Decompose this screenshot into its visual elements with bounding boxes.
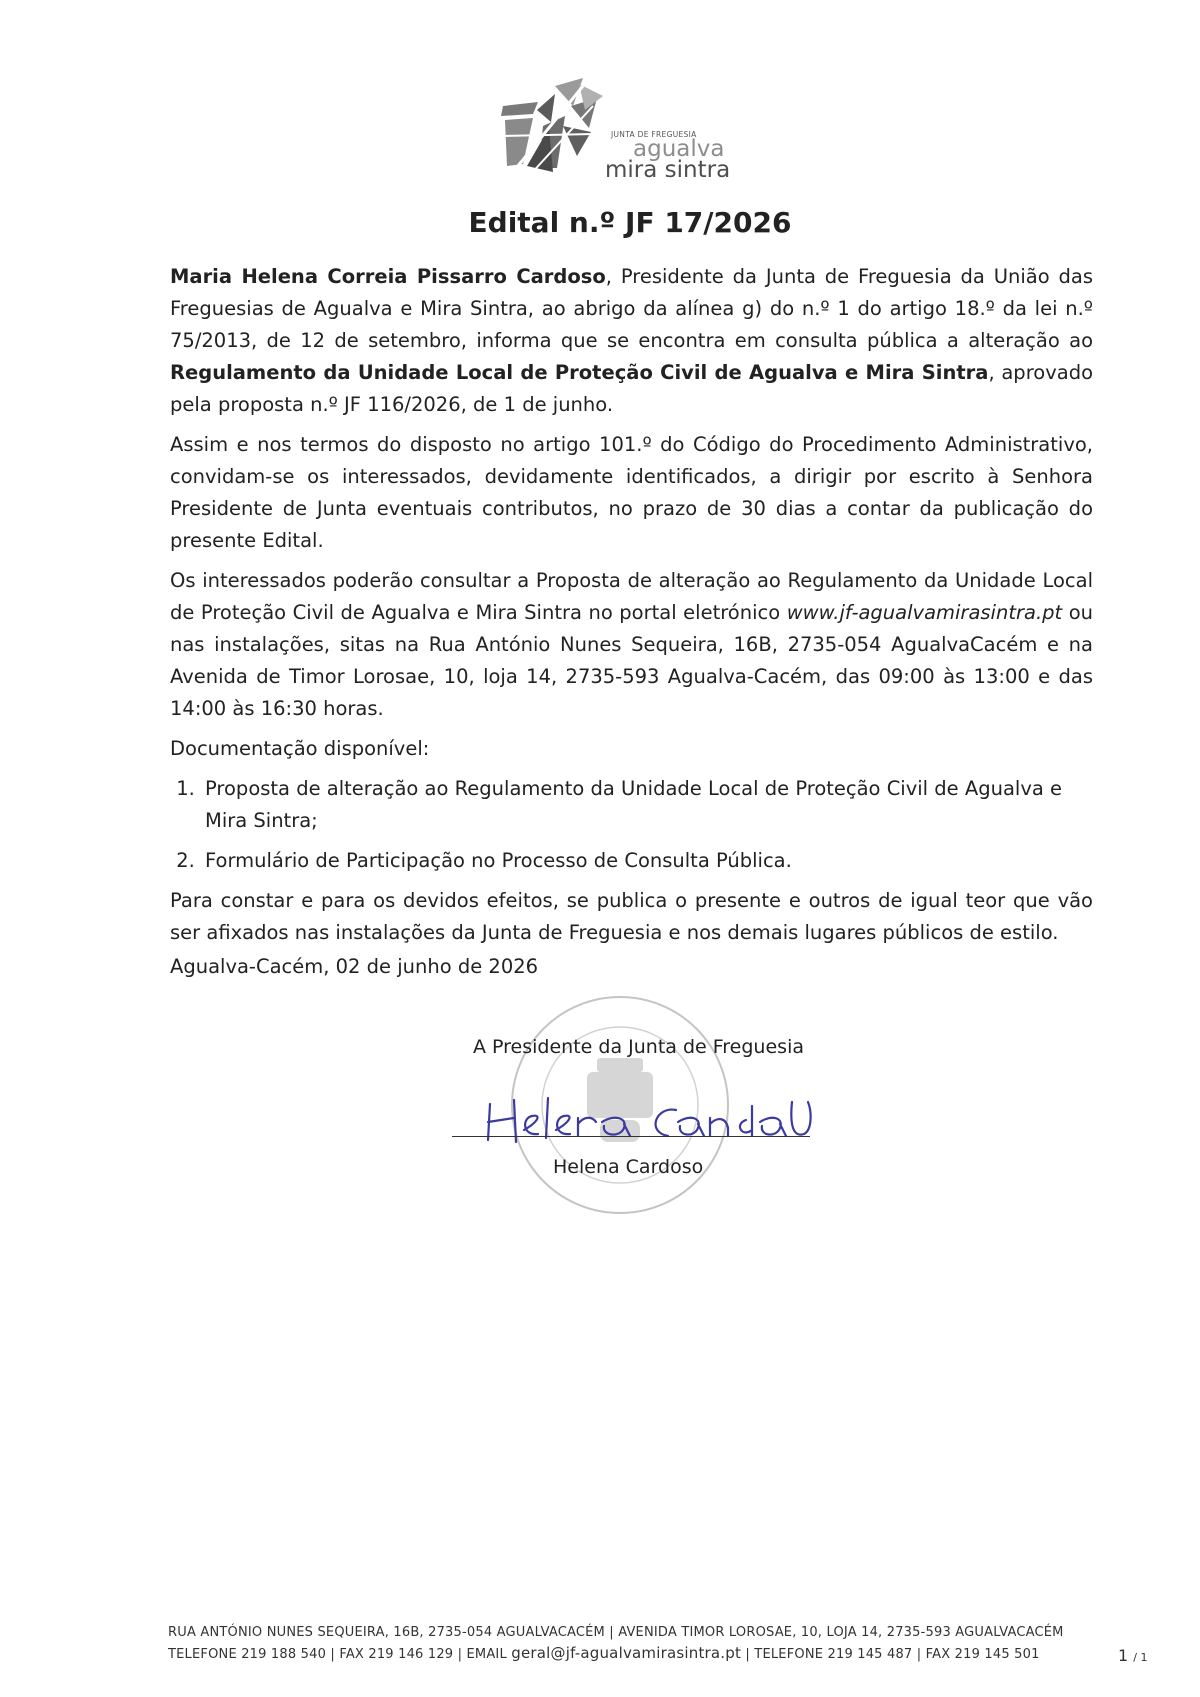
document-date: Agualva-Cacém, 02 de junho de 2026: [170, 955, 539, 978]
regulation-name: Regulamento da Unidade Local de Proteção Civil de Agualva e Mira Sintra: [170, 361, 989, 384]
logo-line-agualva: agualva: [633, 136, 725, 162]
list-item: 1. Proposta de alteração ao Regulamento da Unidade Local de Proteção Civil de Agualva e Mira Sintra;: [201, 773, 1093, 837]
paragraph-intro: Maria Helena Correia Pissarro Cardoso, Presidente da Junta de Freguesia da União das Freguesias de Agualva e Mira Sintra, ao abrigo da alínea g) do n.º 1 do artigo 18.º da lei n.º 75/2013, de 12 de setembro, informa que se encontra em consulta pública a alteração ao Regulamento da Unidade Local de Proteção Civil de Agualva e Mira Sintra, aprovado pela proposta n.º JF 116/2026, de 1 de junho.: [170, 265, 1094, 416]
president-name: Maria Helena Correia Pissarro Cardoso: [170, 265, 606, 288]
logo-line-mira-sintra: mira sintra: [605, 157, 731, 183]
paragraph-access: Os interessados poderão consultar a Proposta de alteração ao Regulamento da Unidade Local de Proteção Civil de Agualva e Mira Sintra no portal eletrónico www.jf-agualvamirasintra.pt ou nas instalações, sitas na Rua António Nunes Sequeira, 16B, 2735-054 AgualvaCacém e na Avenida de Timor Lorosae, 10, loja 14, 2735-593 Agualva-Cacém, das 09:00 às 13:00 e das 14:00 às 16:30 horas.: [170, 569, 1093, 720]
signatory-name: Helena Cardoso: [553, 1156, 704, 1178]
page-footer: [168, 1623, 1064, 1665]
paragraph-closing: Para constar e para os devidos efeitos, se publica o presente e outros de igual teor que vão ser afixados nas instalações da Junta de Freguesia e nos demais lugares públicos de estilo.: [170, 889, 1093, 944]
paragraph-consultation: Assim e nos termos do disposto no artigo 101.º do Código do Procedimento Administrativo, convidam-se os interessados, devidamente identificados, a dirigir por escrito à Senhora Presidente de Junta eventuais contributos, no prazo de 30 dias a contar da publicação do presente Edital.: [170, 433, 1093, 552]
logo-emblem-icon: [493, 76, 613, 186]
portal-link[interactable]: www.jf-agualvamirasintra.pt: [786, 601, 1063, 624]
handwritten-signature: [478, 1088, 818, 1148]
document-body: [170, 261, 1093, 957]
docs-heading: Documentação disponível:: [170, 737, 430, 760]
footer-addresses: RUA ANTÓNIO NUNES SEQUEIRA, 16B, 2735-054 AGUALVACACÉM | AVENIDA TIMOR LOROSAE, 10, LOJA 14, 2735-593 AGUALVACACÉM: [168, 1625, 1064, 1640]
signature-line: [452, 1136, 810, 1137]
list-item: 2. Formulário de Participação no Processo de Consulta Pública.: [201, 845, 1093, 877]
footer-contacts: TELEFONE 219 188 540 | FAX 219 146 129 | EMAIL geral@jf-agualvamirasintra.pt | TELEFONE 219 145 487 | FAX 219 145 501: [168, 1644, 1040, 1662]
signatory-title: A Presidente da Junta de Freguesia: [473, 1036, 804, 1058]
docs-list: [170, 773, 1093, 877]
logo-small-text: JUNTA DE FREGUESIA: [611, 130, 697, 139]
page-number: 1 / 1: [1118, 1646, 1148, 1665]
footer-email-link[interactable]: geral@jf-agualvamirasintra.pt: [511, 1644, 742, 1662]
page-title: Edital n.º JF 17/2026: [468, 206, 792, 239]
parish-logo: [493, 76, 733, 186]
